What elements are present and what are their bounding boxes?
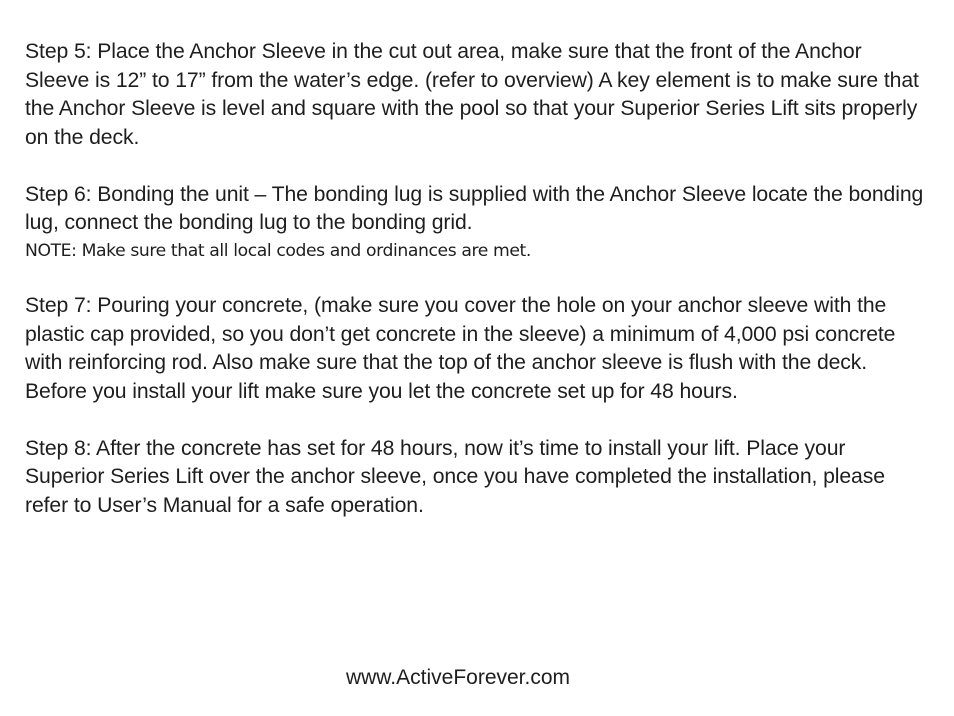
paragraph-spacer <box>25 152 930 181</box>
paragraph-spacer <box>25 406 930 435</box>
step-8-paragraph: Step 8: After the concrete has set for 48 hours, now it’s time to install your lift. Place your Superior Series Lift over the anchor sleeve, once you have completed the installation, please refer to User’s Manual for a safe operation. <box>25 436 885 517</box>
instructions-body <box>25 38 930 520</box>
paragraph-spacer <box>25 264 930 293</box>
step-5-paragraph: Step 5: Place the Anchor Sleeve in the cut out area, make sure that the front of the Anchor Sleeve is 12” to 17” from the water’s edge. (refer to overview) A key element is to make sure that the Anchor Sleeve is level and square with the pool so that your Superior Series Lift sits properly on the deck. <box>25 40 919 149</box>
step-6-paragraph: Step 6: Bonding the unit – The bonding lug is supplied with the Anchor Sleeve locate the bonding lug, connect the bonding lug to the bonding grid. <box>25 182 924 234</box>
step-7-paragraph: Step 7: Pouring your concrete, (make sure you cover the hole on your anchor sleeve with the plastic cap provided, so you don’t get concrete in the sleeve) a minimum of 4,000 psi concrete with reinforcing rod. Also make sure that the top of the anchor sleeve is flush with the deck. Before you install your lift make sure you let the concrete set up for 48 hours. <box>25 294 896 403</box>
footer-website: www.ActiveForever.com <box>345 666 571 689</box>
note-text: NOTE: Make sure that all local codes and ordinances are met. <box>25 240 531 261</box>
